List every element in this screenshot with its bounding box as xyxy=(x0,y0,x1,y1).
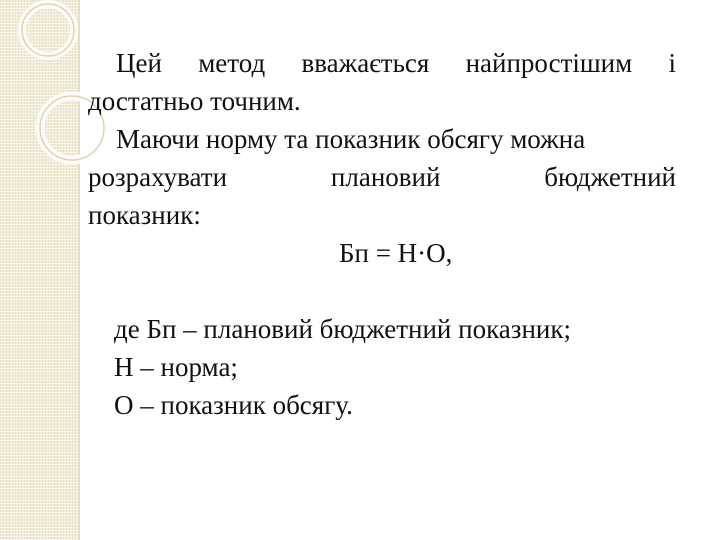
paragraph2-line2 xyxy=(88,158,676,196)
spacer xyxy=(88,272,676,310)
slide-body xyxy=(88,44,676,424)
word: вважається xyxy=(301,48,430,78)
paragraph1-line2: достатньо точним. xyxy=(88,86,301,116)
word: плановий xyxy=(330,162,441,192)
definition-item: О – показник обсягу. xyxy=(114,390,353,420)
definition-item: де Бп – плановий бюджетний показник; xyxy=(114,314,571,344)
formula-definitions xyxy=(88,310,676,424)
word: розрахувати xyxy=(88,162,228,192)
paragraph2-line1: Маючи норму та показник обсягу можна xyxy=(116,124,586,154)
word: найпростішим xyxy=(465,48,633,78)
paragraph-calculation-description xyxy=(88,120,676,234)
paragraph-method-description xyxy=(88,44,676,120)
word: Цей xyxy=(116,48,162,78)
word: бюджетний xyxy=(544,162,676,192)
budget-formula: Бп = Н·О, xyxy=(339,238,453,268)
definition-item: Н – норма; xyxy=(114,352,238,382)
paragraph1-line1 xyxy=(88,44,676,82)
word: метод xyxy=(198,48,266,78)
paragraph2-line3: показник: xyxy=(88,200,201,230)
word: і xyxy=(668,48,676,78)
